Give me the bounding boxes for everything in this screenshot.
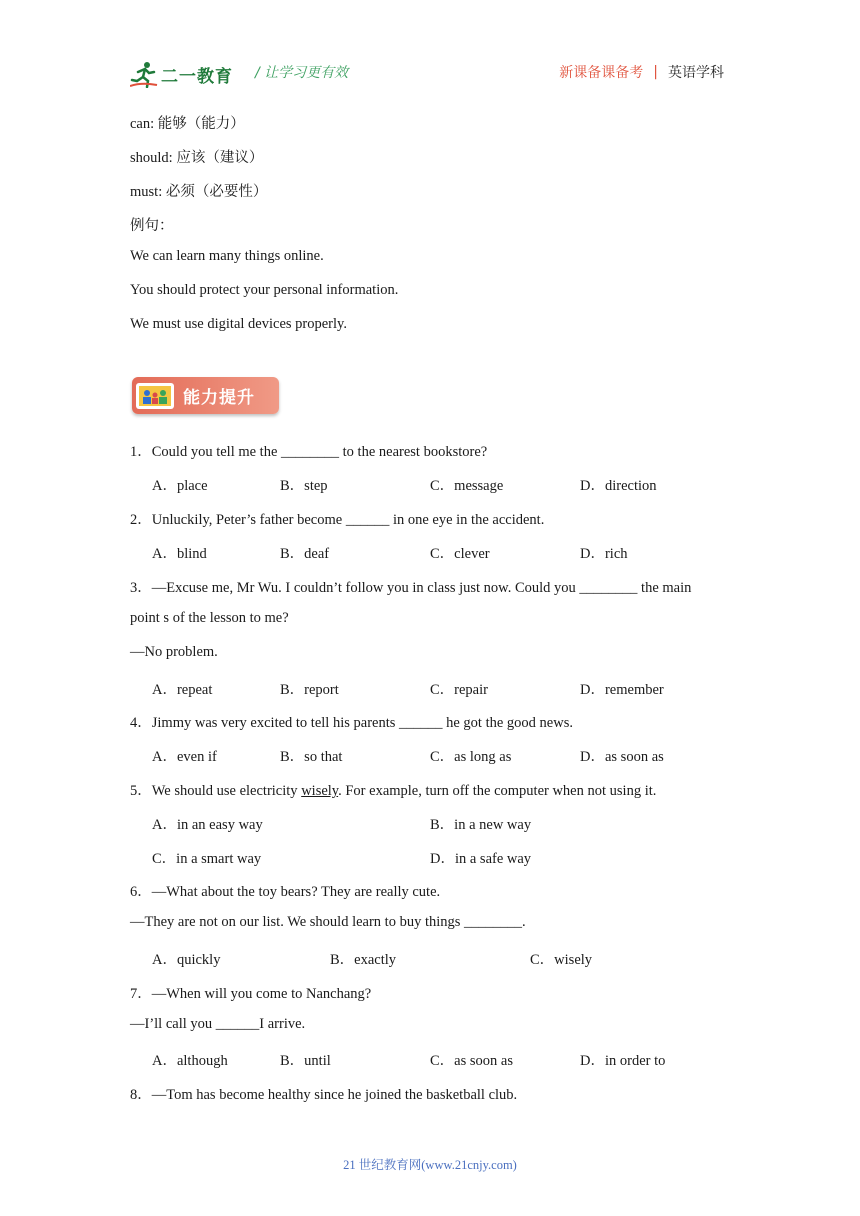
- question-stem: 3．—Excuse me, Mr Wu. I couldn’t follow you in class just now. Could you ________ the main: [130, 580, 692, 596]
- intro-line: can: 能够（能力）: [130, 116, 245, 132]
- people-icon: [136, 383, 174, 409]
- option-c: C．message: [430, 478, 504, 494]
- slogan: / 让学习更有效: [255, 65, 349, 81]
- dialogue-reply: —No problem.: [130, 644, 218, 660]
- option-a: A．although: [152, 1053, 228, 1069]
- logo: [130, 58, 233, 90]
- option-d: D．in a safe way: [430, 851, 532, 867]
- question-stem: 6．—What about the toy bears? They are really cute.: [130, 884, 441, 900]
- running-figure-icon: [130, 60, 158, 88]
- course-tag: 新课备课备考: [559, 65, 644, 81]
- option-c: C．clever: [430, 546, 490, 562]
- option-b: B．so that: [280, 749, 343, 765]
- dialogue-reply: —They are not on our list. We should learn to buy things ________.: [130, 914, 526, 930]
- intro-line: 例句：: [130, 218, 174, 234]
- stem-text: 5．We should use electricity: [130, 783, 302, 799]
- option-d: D．in order to: [580, 1053, 666, 1069]
- option-a: A．even if: [152, 749, 217, 765]
- question-stem: [130, 779, 656, 800]
- option-d: D．as soon as: [580, 749, 664, 765]
- section-title: 能力提升: [183, 388, 255, 408]
- section-banner: [132, 377, 279, 414]
- header-separator: |: [653, 64, 658, 80]
- option-c: C．in a smart way: [152, 851, 262, 867]
- option-a: A．in an easy way: [152, 817, 263, 833]
- option-b: B．in a new way: [430, 817, 532, 833]
- option-b: B．exactly: [330, 952, 397, 968]
- option-a: A．repeat: [152, 682, 213, 698]
- question-stem: 7．—When will you come to Nanchang?: [130, 986, 372, 1002]
- option-c: C．as long as: [430, 749, 512, 765]
- option-b: B．report: [280, 682, 339, 698]
- option-a: A．place: [152, 478, 208, 494]
- option-d: D．direction: [580, 478, 657, 494]
- page-footer: 21 世纪教育网(www.21cnjy.com): [343, 1158, 517, 1172]
- option-b: B．step: [280, 478, 328, 494]
- example-sentence: You should protect your personal information.: [130, 282, 399, 298]
- option-c: C．repair: [430, 682, 488, 698]
- option-d: D．rich: [580, 546, 628, 562]
- question-stem: 4．Jimmy was very excited to tell his parents ______ he got the good news.: [130, 715, 573, 731]
- question-stem: 2．Unluckily, Peter’s father become ______ in one eye in the accident.: [130, 512, 545, 528]
- question-stem: 8．—Tom has become healthy since he joined the basketball club.: [130, 1087, 518, 1103]
- header-right: [559, 62, 724, 82]
- logo-text: 二一教育: [161, 66, 233, 87]
- option-b: B．until: [280, 1053, 331, 1069]
- intro-line: should: 应该（建议）: [130, 150, 264, 166]
- option-b: B．deaf: [280, 546, 330, 562]
- option-c: C．wisely: [530, 952, 593, 968]
- intro-line: must: 必须（必要性）: [130, 184, 268, 200]
- underlined-word: wisely: [301, 783, 339, 799]
- example-sentence: We must use digital devices properly.: [130, 316, 347, 332]
- option-a: A．blind: [152, 546, 207, 562]
- example-sentence: We can learn many things online.: [130, 248, 324, 264]
- page-header: [130, 54, 730, 90]
- question-stem: 1．Could you tell me the ________ to the nearest bookstore?: [130, 444, 488, 460]
- option-a: A．quickly: [152, 952, 221, 968]
- question-stem-continued: point s of the lesson to me?: [130, 610, 289, 626]
- dialogue-reply: —I’ll call you ______I arrive.: [130, 1016, 306, 1032]
- option-c: C．as soon as: [430, 1053, 513, 1069]
- option-d: D．remember: [580, 682, 664, 698]
- subject-label: 英语学科: [668, 65, 724, 81]
- stem-text: . For example, turn off the computer when not using it.: [338, 783, 657, 799]
